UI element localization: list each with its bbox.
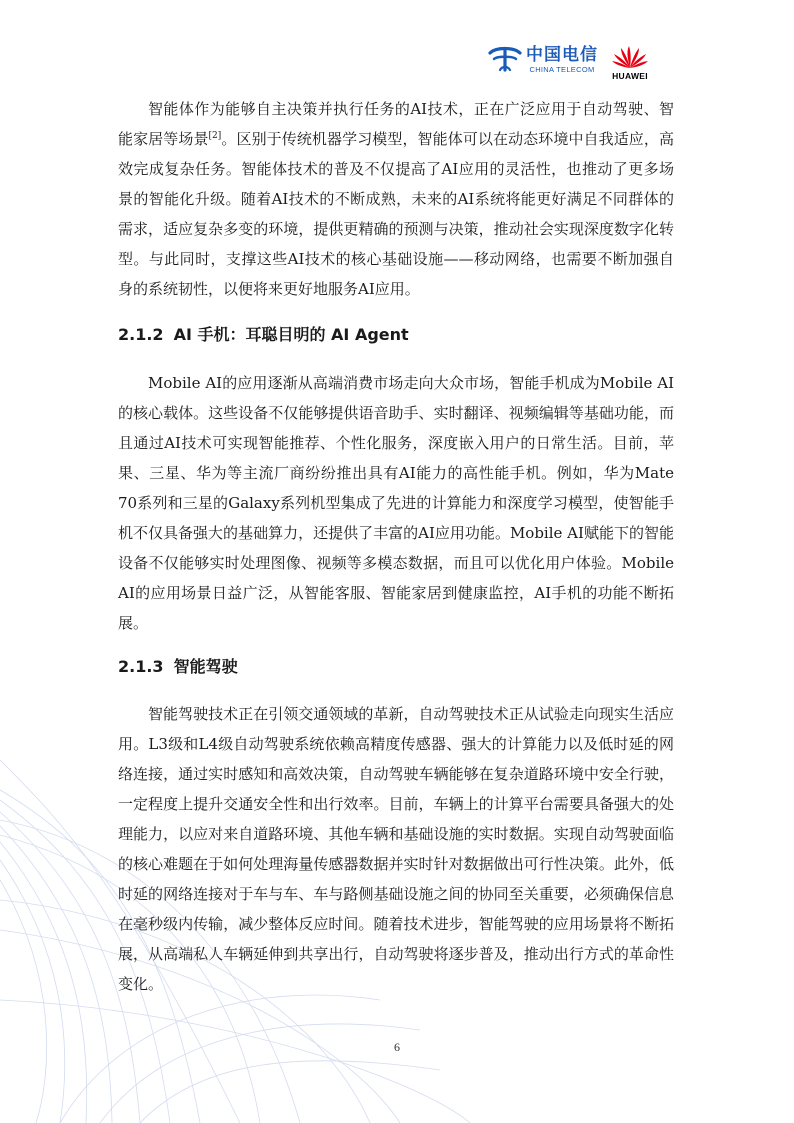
china-telecom-english-name: CHINA TELECOM xyxy=(529,64,595,74)
paragraph-ai-agents-part1: 智能体作为能够自主决策并执行任务的AI技术，正在广泛应用于自动驾驶、智能家居等场景 xyxy=(118,100,674,148)
china-telecom-logo xyxy=(488,44,598,74)
section-number-2-1-3: 2.1.3 xyxy=(118,657,164,676)
paragraph-smart-driving: 智能驾驶技术正在引领交通领域的革新，自动驾驶技术正从试验走向现实生活应用。L3级和L4级自动驾驶系统依赖高精度传感器、强大的计算能力以及低时延的网络连接，通过实时感知和高效决策，自动驾驶车辆能够在复杂道路环境中安全行驶，一定程度上提升交通安全性和出行效率。目前，车辆上的计算平台需要具备强大的处理能力，以应对来自道路环境、其他车辆和基础设施的实时数据。实现自动驾驶面临的核心难题在于如何处理海量传感器数据并实时针对数据做出可行性决策。此外，低时延的网络连接对于车与车、车与路侧基础设施之间的协同至关重要，必须确保信息在毫秒级内传输，减少整体反应时间。随着技术进步，智能驾驶的应用场景将不断拓展，从高端私人车辆延伸到共享出行，自动驾驶将逐步普及，推动出行方式的革命性变化。 xyxy=(118,705,674,993)
paragraph-ai-agents-part2: 。区别于传统机器学习模型，智能体可以在动态环境中自我适应，高效完成复杂任务。智能体技术的普及不仅提高了AI应用的灵活性，也推动了更多场景的智能化升级。随着AI技术的不断成熟，未来的AI系统将能更好满足不同群体的需求，适应复杂多变的环境，提供更精确的预测与决策，推动社会实现深度数字化转型。与此同时，支撑这些AI技术的核心基础设施——移动网络，也需要不断加强自身的系统韧性，以便将来更好地服务AI应用。 xyxy=(118,130,674,298)
huawei-petal-icon xyxy=(610,44,650,70)
section-title-smart-driving: 智能驾驶 xyxy=(173,657,238,676)
huawei-wordmark: HUAWEI xyxy=(612,71,648,81)
china-telecom-swirl-icon xyxy=(488,44,522,74)
section-heading-2-1-2 xyxy=(118,323,674,347)
page-number: 6 xyxy=(394,1040,400,1054)
paragraph-mobile-ai: Mobile AI的应用逐渐从高端消费市场走向大众市场，智能手机成为Mobile AI的核心载体。这些设备不仅能够提供语音助手、实时翻译、视频编辑等基础功能，而且通过AI技术可实现智能推荐、个性化服务，深度嵌入用户的日常生活。目前，苹果、三星、华为等主流厂商纷纷推出具有AI能力的高性能手机。例如，华为Mate 70系列和三星的Galaxy系列机型集成了先进的计算能力和深度学习模型，使智能手机不仅具备强大的基础算力，还提供了丰富的AI应用功能。Mobile AI赋能下的智能设备不仅能够实时处理图像、视频等多模态数据，而且可以优化用户体验。Mobile AI的应用场景日益广泛，从智能客服、智能家居到健康监控，AI手机的功能不断拓展。 xyxy=(118,374,674,632)
section-number-2-1-2: 2.1.2 xyxy=(118,325,164,344)
paragraph-ai-agents xyxy=(118,94,674,304)
china-telecom-chinese-name: 中国电信 xyxy=(526,44,598,65)
header-logos xyxy=(488,44,650,81)
citation-ref-2: [2] xyxy=(208,131,222,141)
document-body xyxy=(118,94,674,999)
section-heading-2-1-3 xyxy=(118,655,674,679)
section-title-ai-phone: AI 手机：耳聪目明的 AI Agent xyxy=(173,325,409,344)
huawei-logo xyxy=(610,44,650,81)
